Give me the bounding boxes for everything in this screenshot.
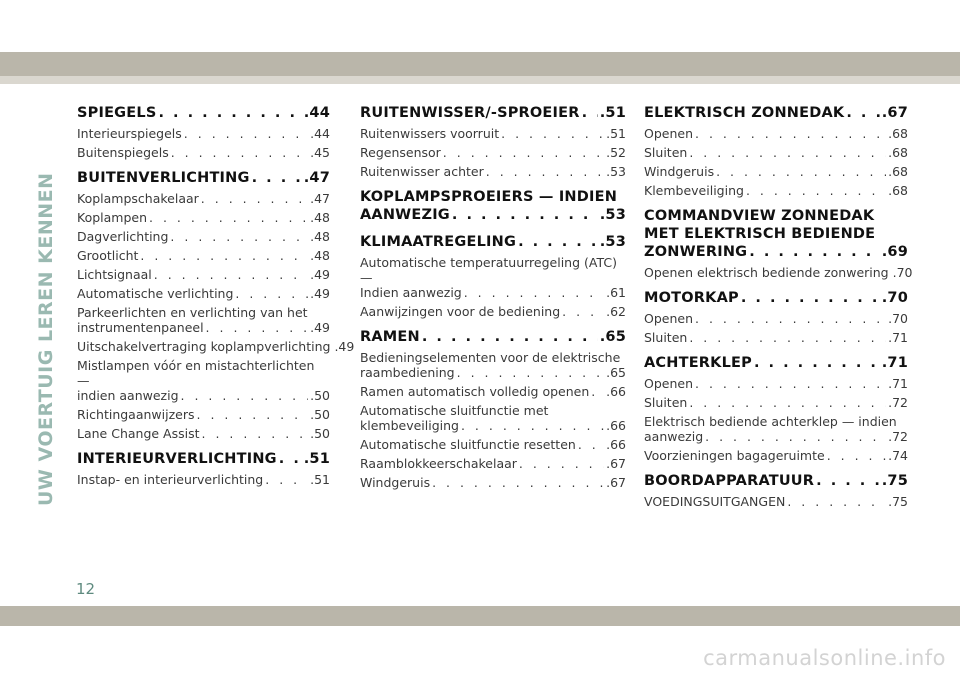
toc-page-number: .47 bbox=[303, 170, 330, 186]
toc-page-number: .49 bbox=[310, 320, 330, 335]
toc-label: AANWEZIG bbox=[360, 207, 450, 223]
header-band bbox=[0, 52, 960, 76]
toc-label: RAMEN bbox=[360, 329, 420, 345]
dot-leader bbox=[689, 145, 886, 160]
dot-leader bbox=[741, 289, 880, 307]
toc-column-2 bbox=[360, 104, 626, 494]
toc-last-line bbox=[644, 429, 908, 444]
toc-page-number: .44 bbox=[310, 126, 330, 141]
toc-page-number: .61 bbox=[606, 285, 626, 300]
dot-leader bbox=[265, 472, 308, 487]
dot-leader bbox=[202, 426, 309, 441]
toc-column-3 bbox=[644, 104, 913, 513]
toc-page-number: .72 bbox=[888, 395, 908, 410]
toc-entry[interactable] bbox=[360, 164, 626, 179]
toc-page-number: .68 bbox=[888, 145, 908, 160]
toc-label: indien aanwezig bbox=[77, 388, 179, 403]
toc-page-number: .67 bbox=[606, 475, 626, 490]
toc-page-number: .47 bbox=[310, 191, 330, 206]
toc-label: Sluiten bbox=[644, 395, 688, 410]
toc-page-number: .71 bbox=[881, 355, 908, 371]
toc-label-line: Mistlampen vóór en mistachterlichten — bbox=[77, 358, 315, 388]
toc-page-number: .67 bbox=[606, 456, 626, 471]
toc-label: MOTORKAP bbox=[644, 290, 739, 306]
toc-heading[interactable] bbox=[644, 472, 908, 490]
toc-page-number: .66 bbox=[606, 384, 626, 399]
toc-entry[interactable] bbox=[644, 311, 908, 326]
toc-label-line: Elektrisch bediende achterklep — indien bbox=[644, 414, 897, 429]
toc-label: ELEKTRISCH ZONNEDAK bbox=[644, 105, 845, 121]
toc-label: BOORDAPPARATUUR bbox=[644, 473, 815, 489]
toc-page-number: .49 bbox=[310, 267, 330, 282]
dot-leader bbox=[443, 145, 604, 160]
dot-leader bbox=[689, 330, 886, 345]
toc-entry[interactable] bbox=[360, 384, 626, 399]
toc-page-number: .67 bbox=[881, 105, 908, 121]
toc-label-line: KOPLAMPSPROEIERS — INDIEN bbox=[360, 189, 618, 205]
page-number: 12 bbox=[76, 580, 96, 598]
toc-entry[interactable] bbox=[360, 456, 626, 471]
toc-heading[interactable] bbox=[77, 450, 330, 468]
toc-label: BUITENVERLICHTING bbox=[77, 170, 250, 186]
dot-leader bbox=[846, 104, 879, 122]
toc-label-line: MET ELEKTRISCH BEDIENDE bbox=[644, 226, 876, 242]
toc-label: Uitschakelvertraging koplampverlichting bbox=[77, 339, 331, 354]
toc-page-number: .51 bbox=[303, 451, 330, 467]
toc-page-number: .50 bbox=[310, 426, 330, 441]
dot-leader bbox=[279, 450, 302, 468]
toc-label: aanwezig bbox=[644, 429, 704, 444]
toc-entry[interactable] bbox=[77, 248, 330, 263]
toc-entry[interactable] bbox=[360, 126, 626, 141]
toc-entry[interactable] bbox=[77, 286, 330, 301]
toc-page-number: .68 bbox=[888, 126, 908, 141]
toc-entry[interactable] bbox=[644, 126, 908, 141]
toc-entry[interactable] bbox=[360, 145, 626, 160]
toc-label: Openen bbox=[644, 311, 693, 326]
toc-heading[interactable] bbox=[360, 328, 626, 346]
toc-page-number: .74 bbox=[888, 448, 908, 463]
toc-heading[interactable] bbox=[644, 207, 908, 261]
dot-leader bbox=[184, 126, 308, 141]
dot-leader bbox=[149, 210, 308, 225]
toc-entry[interactable] bbox=[644, 330, 908, 345]
toc-column-1 bbox=[77, 104, 355, 491]
toc-label: Raamblokkeerschakelaar bbox=[360, 456, 517, 471]
toc-page-number: .69 bbox=[881, 244, 908, 260]
toc-label: Ruitenwissers voorruit bbox=[360, 126, 500, 141]
toc-heading[interactable] bbox=[644, 354, 908, 372]
toc-last-line bbox=[360, 418, 626, 433]
dot-leader bbox=[422, 328, 598, 346]
toc-label: KLIMAATREGELING bbox=[360, 234, 517, 250]
toc-label: Windgeruis bbox=[644, 164, 715, 179]
toc-entry[interactable] bbox=[644, 183, 908, 198]
toc-label: Instap- en interieurverlichting bbox=[77, 472, 264, 487]
dot-leader bbox=[501, 126, 604, 141]
toc-page-number: .53 bbox=[606, 164, 626, 179]
toc-page-number: .51 bbox=[310, 472, 330, 487]
toc-label: Sluiten bbox=[644, 145, 688, 160]
dot-leader bbox=[461, 418, 604, 433]
toc-entry[interactable] bbox=[77, 191, 330, 206]
toc-page-number: .68 bbox=[888, 164, 908, 179]
toc-entry[interactable] bbox=[77, 472, 330, 487]
toc-page-number: .75 bbox=[881, 473, 908, 489]
footer-band bbox=[0, 606, 960, 626]
toc-label: Indien aanwezig bbox=[360, 285, 462, 300]
toc-entry[interactable] bbox=[77, 267, 330, 282]
toc-label: Automatische sluitfunctie resetten bbox=[360, 437, 576, 452]
dot-leader bbox=[716, 164, 886, 179]
header-band-light bbox=[0, 76, 960, 84]
toc-entry[interactable] bbox=[77, 126, 330, 141]
toc-page-number: .48 bbox=[310, 210, 330, 225]
toc-entry[interactable] bbox=[644, 414, 908, 444]
dot-leader bbox=[457, 365, 604, 380]
toc-label: ZONWERING bbox=[644, 244, 748, 260]
dot-leader bbox=[591, 384, 604, 399]
toc-label: INTERIEURVERLICHTING bbox=[77, 451, 277, 467]
toc-page-number: .49 bbox=[334, 339, 355, 354]
dot-leader bbox=[197, 407, 309, 422]
dot-leader bbox=[206, 320, 309, 335]
toc-entry[interactable] bbox=[360, 403, 626, 433]
toc-entry[interactable] bbox=[77, 339, 355, 354]
toc-page-number: .45 bbox=[310, 145, 330, 160]
toc-entry[interactable] bbox=[644, 448, 908, 463]
toc-label-line: Bedieningselementen voor de elektrische bbox=[360, 350, 621, 365]
toc-label: Aanwijzingen voor de bediening bbox=[360, 304, 561, 319]
toc-page-number: .50 bbox=[310, 388, 330, 403]
toc-last-line bbox=[360, 365, 626, 380]
toc-page-number: .65 bbox=[606, 365, 626, 380]
dot-leader bbox=[486, 164, 604, 179]
toc-page-number: .68 bbox=[888, 183, 908, 198]
dot-leader bbox=[689, 395, 886, 410]
dot-leader bbox=[235, 286, 308, 301]
toc-page-number: .71 bbox=[888, 376, 908, 391]
toc-entry[interactable] bbox=[644, 376, 908, 391]
toc-label: Ramen automatisch volledig openen bbox=[360, 384, 590, 399]
toc-label: Openen bbox=[644, 126, 693, 141]
toc-label: Koplampschakelaar bbox=[77, 191, 199, 206]
dot-leader bbox=[705, 429, 886, 444]
dot-leader bbox=[695, 376, 886, 391]
toc-page-number: .52 bbox=[606, 145, 626, 160]
watermark: carmanualsonline.info bbox=[703, 646, 946, 670]
toc-heading[interactable] bbox=[360, 188, 626, 224]
toc-entry[interactable] bbox=[360, 475, 626, 490]
toc-last-line bbox=[77, 388, 330, 403]
dot-leader bbox=[827, 448, 886, 463]
toc-entry[interactable] bbox=[360, 304, 626, 319]
toc-entry[interactable] bbox=[77, 407, 330, 422]
toc-label: RUITENWISSER/-SPROEIER bbox=[360, 105, 580, 121]
toc-label: Interieurspiegels bbox=[77, 126, 182, 141]
toc-entry[interactable] bbox=[360, 350, 626, 380]
toc-entry[interactable] bbox=[644, 494, 908, 509]
toc-page-number: .65 bbox=[599, 329, 626, 345]
toc-entry[interactable] bbox=[644, 164, 908, 179]
dot-leader bbox=[695, 126, 886, 141]
toc-label: Regensensor bbox=[360, 145, 441, 160]
toc-label: Lane Change Assist bbox=[77, 426, 200, 441]
toc-label: raambediening bbox=[360, 365, 455, 380]
dot-leader bbox=[201, 191, 308, 206]
toc-last-line bbox=[360, 285, 626, 300]
dot-leader bbox=[181, 388, 309, 403]
toc-page-number: .53 bbox=[599, 207, 626, 223]
dot-leader bbox=[749, 243, 879, 261]
toc-entry[interactable] bbox=[77, 229, 330, 244]
dot-leader bbox=[519, 456, 604, 471]
toc-label: Richtingaanwijzers bbox=[77, 407, 195, 422]
toc-label-line: Automatische sluitfunctie met bbox=[360, 403, 549, 418]
toc-label: Openen elektrisch bediende zonwering bbox=[644, 265, 889, 280]
toc-heading[interactable] bbox=[77, 104, 330, 122]
dot-leader bbox=[432, 475, 604, 490]
toc-page-number: .66 bbox=[606, 418, 626, 433]
toc-page-number: .70 bbox=[881, 290, 908, 306]
toc-entry[interactable] bbox=[77, 145, 330, 160]
dot-leader bbox=[787, 494, 886, 509]
dot-leader bbox=[578, 437, 604, 452]
toc-entry[interactable] bbox=[360, 255, 626, 300]
toc-label: Lichtsignaal bbox=[77, 267, 152, 282]
toc-label: Koplampen bbox=[77, 210, 148, 225]
toc-label: Buitenspiegels bbox=[77, 145, 169, 160]
toc-last-line bbox=[360, 206, 626, 224]
toc-label: Sluiten bbox=[644, 330, 688, 345]
toc-label: VOEDINGSUITGANGEN bbox=[644, 494, 786, 509]
toc-label: ACHTERKLEP bbox=[644, 355, 752, 371]
dot-leader bbox=[518, 233, 598, 251]
toc-heading[interactable] bbox=[360, 233, 626, 251]
toc-page-number: .51 bbox=[606, 126, 626, 141]
dot-leader bbox=[754, 354, 880, 372]
section-side-title: UW VOERTUIG LEREN KENNEN bbox=[35, 172, 57, 506]
toc-page-number: .62 bbox=[606, 304, 626, 319]
dot-leader bbox=[154, 267, 308, 282]
toc-entry[interactable] bbox=[644, 395, 908, 410]
toc-entry[interactable] bbox=[644, 265, 913, 280]
toc-label: Ruitenwisser achter bbox=[360, 164, 484, 179]
toc-label-line: Parkeerlichten en verlichting van het bbox=[77, 305, 308, 320]
dot-leader bbox=[140, 248, 308, 263]
toc-entry[interactable] bbox=[360, 437, 626, 452]
toc-entry[interactable] bbox=[77, 426, 330, 441]
toc-entry[interactable] bbox=[644, 145, 908, 160]
toc-label: Windgeruis bbox=[360, 475, 431, 490]
dot-leader bbox=[695, 311, 886, 326]
toc-page-number: .48 bbox=[310, 229, 330, 244]
toc-last-line bbox=[77, 320, 330, 335]
dot-leader bbox=[746, 183, 886, 198]
toc-label: Grootlicht bbox=[77, 248, 139, 263]
toc-page-number: .51 bbox=[599, 105, 626, 121]
dot-leader bbox=[452, 206, 598, 224]
toc-page-number: .70 bbox=[892, 265, 913, 280]
toc-label: instrumentenpaneel bbox=[77, 320, 204, 335]
dot-leader bbox=[562, 304, 604, 319]
dot-leader bbox=[464, 285, 604, 300]
dot-leader bbox=[816, 472, 880, 490]
toc-entry[interactable] bbox=[77, 305, 330, 335]
dot-leader bbox=[170, 229, 308, 244]
dot-leader bbox=[582, 104, 598, 122]
toc-page-number: .48 bbox=[310, 248, 330, 263]
toc-label: Automatische verlichting bbox=[77, 286, 234, 301]
toc-label: Klembeveiliging bbox=[644, 183, 744, 198]
toc-page-number: .70 bbox=[888, 311, 908, 326]
toc-page-number: .53 bbox=[599, 234, 626, 250]
toc-label: SPIEGELS bbox=[77, 105, 157, 121]
toc-page-number: .49 bbox=[310, 286, 330, 301]
dot-leader bbox=[158, 104, 301, 122]
toc-label-line: Automatische temperatuurregeling (ATC) — bbox=[360, 255, 617, 285]
toc-last-line bbox=[644, 243, 908, 261]
toc-label-line: COMMANDVIEW ZONNEDAK bbox=[644, 208, 875, 224]
toc-entry[interactable] bbox=[77, 210, 330, 225]
toc-heading[interactable] bbox=[77, 169, 330, 187]
toc-heading[interactable] bbox=[360, 104, 626, 122]
toc-label: Openen bbox=[644, 376, 693, 391]
toc-page-number: .72 bbox=[888, 429, 908, 444]
toc-label: Voorzieningen bagageruimte bbox=[644, 448, 825, 463]
toc-page-number: .75 bbox=[888, 494, 908, 509]
toc-page-number: .66 bbox=[606, 437, 626, 452]
toc-label: Dagverlichting bbox=[77, 229, 169, 244]
toc-page-number: .44 bbox=[303, 105, 330, 121]
toc-heading[interactable] bbox=[644, 104, 908, 122]
dot-leader bbox=[252, 169, 302, 187]
toc-page-number: .50 bbox=[310, 407, 330, 422]
toc-label: klembeveiliging bbox=[360, 418, 459, 433]
toc-entry[interactable] bbox=[77, 358, 330, 403]
toc-heading[interactable] bbox=[644, 289, 908, 307]
toc-page-number: .71 bbox=[888, 330, 908, 345]
dot-leader bbox=[171, 145, 308, 160]
